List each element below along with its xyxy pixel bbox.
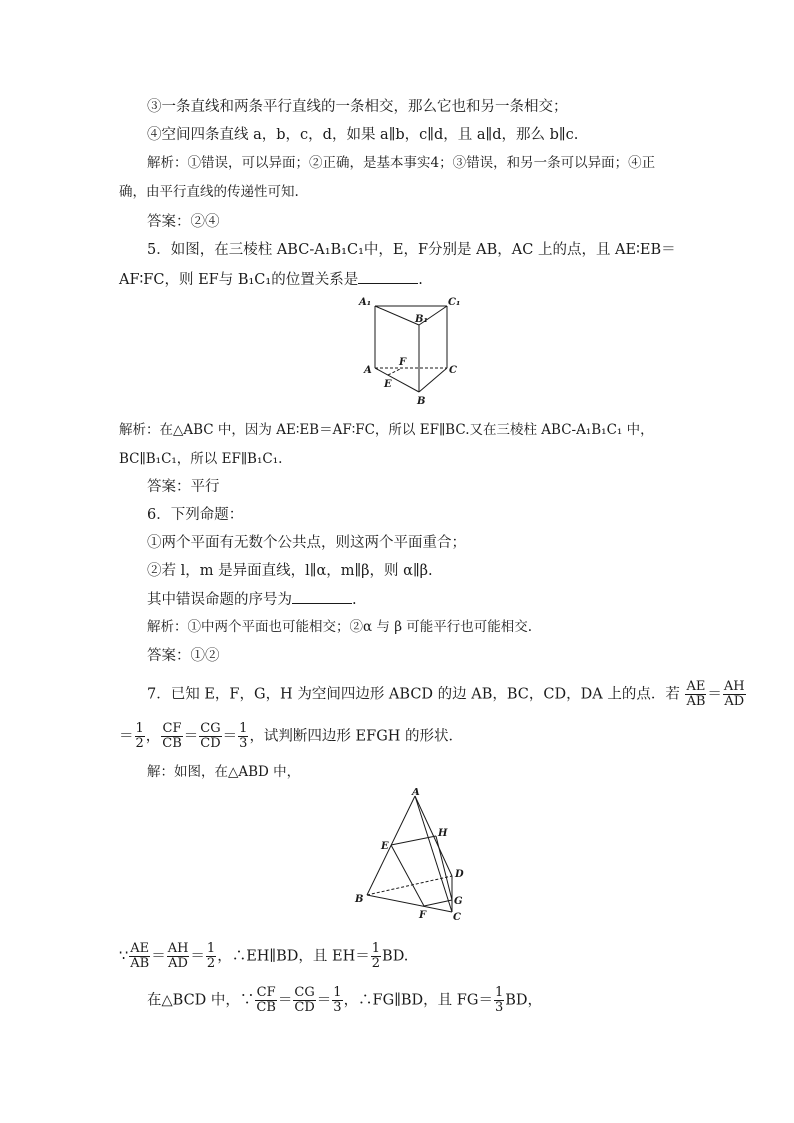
text-line: 答案：平行: [147, 479, 220, 495]
label-C: C: [449, 365, 457, 376]
fraction: $\frac{1}{3}$: [333, 985, 342, 1015]
question-7: 7．已知 E，F，G，H 为空间四边形 ABCD 的边 AB，BC，CD，DA 上的点．若 $\frac{AE}{AB}$ ＝ $\frac{AH}{AD}$: [147, 679, 745, 709]
text-line: ＝ $\frac{1}{2}$ ， $\frac{CF}{CB}$ ＝ $\frac{CG}{CD}$ ＝ $\frac{1}{3}$ ，试判断四边形 EFGH 的形状．: [119, 721, 464, 751]
text-line: 解：如图，在△ABD 中，: [147, 764, 301, 780]
tetrahedron-figure: [350, 788, 475, 923]
text-line: 在△BCD 中，∵ $\frac{CF}{CB}$ ＝ $\frac{CG}{CD}$ ＝ $\frac{1}{3}$ ，∴FG∥BD，且 FG＝ $\frac{1}{3}$ BD，: [147, 985, 543, 1015]
label-A: A: [364, 365, 372, 376]
answer-blank: [292, 589, 352, 604]
label-E: E: [384, 379, 392, 390]
label-C1: C₁: [448, 297, 461, 308]
fraction: $\frac{CG}{CD}$: [294, 985, 315, 1015]
question-6: 6．下列命题：: [147, 507, 244, 523]
label-D: D: [455, 869, 464, 880]
label-C: C: [453, 912, 461, 923]
fraction: $\frac{AH}{AD}$: [723, 679, 745, 709]
label-H: H: [438, 828, 448, 839]
label-F: F: [399, 357, 407, 368]
fraction: $\frac{AH}{AD}$: [167, 941, 189, 971]
fraction: $\frac{1}{3}$: [494, 985, 504, 1015]
question-5: 5．如图，在三棱柱 ABC-A₁B₁C₁中，E，F分别是 AB，AC 上的点，且 AE∶EB＝: [147, 242, 676, 258]
text-line: 确，由平行直线的传递性可知.: [119, 184, 299, 200]
fraction: $\frac{CF}{CB}$: [162, 721, 182, 751]
fraction: $\frac{1}{2}$: [371, 941, 381, 971]
text-line: ③一条直线和两条平行直线的一条相交，那么它也和另一条相交；: [147, 99, 568, 115]
fraction: $\frac{AE}{AB}$: [130, 941, 150, 971]
fraction: $\frac{1}{2}$: [135, 721, 144, 751]
text-line: ④空间四条直线 a，b，c，d，如果 a∥b，c∥d，且 a∥d，那么 b∥c.: [147, 127, 579, 143]
label-A: A: [412, 788, 420, 798]
text-line: BC∥B₁C₁，所以 EF∥B₁C₁.: [119, 451, 283, 467]
answer-blank: [358, 269, 418, 284]
prism-figure: [355, 292, 465, 410]
label-G: G: [454, 896, 463, 907]
text-line: 答案：②④: [147, 214, 220, 230]
text-line: ∵ $\frac{AE}{AB}$ ＝ $\frac{AH}{AD}$ ＝ $\frac{1}{2}$ ，∴EH∥BD，且 EH＝ $\frac{1}{2}$ BD.: [119, 941, 409, 971]
label-B: B: [355, 894, 364, 905]
fraction: $\frac{CG}{CD}$: [200, 721, 221, 751]
label-A1: A₁: [359, 297, 372, 308]
text-line: ①两个平面有无数个公共点，则这两个平面重合；: [147, 535, 466, 551]
text-line: AF∶FC，则 EF与 B₁C₁的位置关系是 .: [119, 269, 423, 290]
fraction: $\frac{1}{3}$: [239, 721, 248, 751]
fraction: $\frac{AE}{AB}$: [686, 679, 706, 709]
text-line: 解析：①中两个平面也可能相交；②α 与 β 可能平行也可能相交.: [147, 619, 533, 635]
label-F: F: [419, 910, 427, 921]
text-line: 其中错误命题的序号为 .: [147, 589, 357, 610]
text-line: 解析：①错误，可以异面；②正确，是基本事实4；③错误，和另一条可以异面；④正: [147, 155, 656, 171]
label-E: E: [381, 841, 389, 852]
fraction: $\frac{CF}{CB}$: [256, 985, 276, 1015]
text-line: 答案：①②: [147, 648, 220, 664]
label-B: B: [417, 396, 426, 407]
label-B1: B₁: [415, 314, 428, 325]
text-line: 解析：在△ABC 中，因为 AE∶EB＝AF∶FC，所以 EF∥BC.又在三棱柱 ABC-A₁B₁C₁ 中，: [119, 422, 654, 438]
fraction: $\frac{1}{2}$: [206, 941, 216, 971]
text-line: ②若 l，m 是异面直线，l∥α，m∥β，则 α∥β.: [147, 563, 433, 579]
